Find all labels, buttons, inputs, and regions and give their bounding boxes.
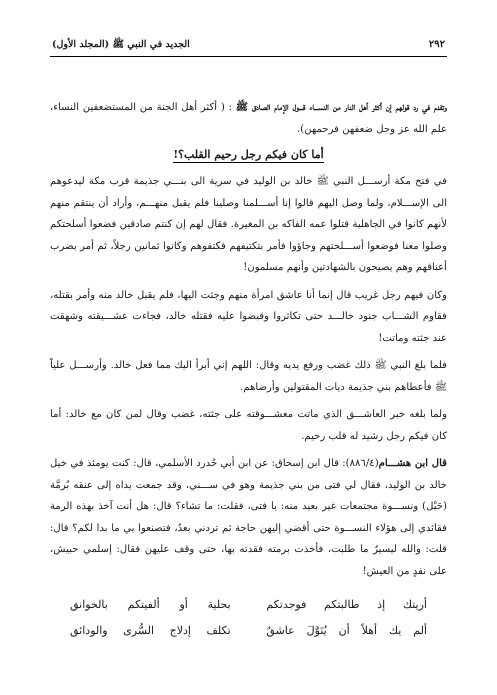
- citation-source: قال ابن هشـــام: [378, 458, 447, 469]
- section-title-text: أما كان فيكم رجل رحيم القلب؟!: [173, 148, 324, 161]
- poem-verse: [70, 592, 427, 618]
- citation-paragraph: [50, 453, 447, 582]
- poem-verse: [70, 618, 427, 644]
- running-title: الجديد في النبي ﷺ (المجلد الأول): [52, 39, 190, 50]
- page-number: ٢٩٢: [428, 39, 445, 50]
- citation-text: (٨٨٦/٤): قال ابن إسحاق: عن ابن أبي حُدرد الأسلمي، قال: كنت يومئذ في خيل خالد بن الوليد، فقال لي فتى من بني جذيمة وهو في ســـني، وقد جمعت يداه إلى عنقه بُرمَّة (حَبْل) ونســـوة مجتمعات غير بعيد منه: يا فتى، فقلت: ما تشاء؟ قال: هل أنت آخذ بهذه الرمة فقائدي إلى هؤلاء النســـوة حتى أقضي إليهن حاجة ثم تردني بعدُ، فتصنعوا بي ما بدا لكم؟ قال: قلت: والله ليسيرٌ ما طلبت، فأخذت برمته فقدته بها، حتى وقف عليهن فقال: إسلمي حبيش، على نفدٍ من العيش!: [50, 458, 447, 577]
- poem-first-hemistich: أريتك إذ طالبتكم فوجدتكم: [266, 598, 427, 611]
- poem: [50, 592, 447, 644]
- paragraph: فلما بلغ النبي ﷺ ذلك غضب ورفع يديه وقال: اللهم إني أبرأ اليك مما فعل خالد. وأرســـل علياً ﷺ فأعطاهم بني جذيمة ديات المقتولين وأرضاهم.: [50, 360, 447, 393]
- intro-paragraph: [50, 97, 447, 140]
- poem-second-hemistich: بحلية أو ألفيتكم بالخوانق: [70, 598, 231, 611]
- intro-bold: وتقدم في رد قولهم إن أكثر أهل النار من النســـاء قـــول الإمام الصادق ﷺ: [235, 102, 447, 113]
- poem-second-hemistich: تكلف إدلاج السُّرى والودائق: [70, 624, 231, 637]
- header-rule: [50, 56, 447, 57]
- paragraph: وكان فيهم رجل غريب قال إنما أنا عاشق امرأة منهم وجئت اليها، فلم يقبل خالد منه وأمر بقتله، فقاوم الشـــاب جنود خالـــد حتى تكاثروا وقبضوا عليه فقتله خالد، فجاءت عشـــيقته وشهقت عند جثته وماتت!: [50, 289, 447, 344]
- poem-first-hemistich: ألم يك أهلاً أن يُنَوَّلَ عاشقٌ: [266, 624, 427, 637]
- running-header: [50, 38, 447, 56]
- paragraph: في فتح مكة أرســـل النبي ﷺ خالد بن الوليد في سرية الى بنـــي جذيمة قرب مكة ليدعوهم الى الإســـلام، ولما وصل اليهم قالوا إنا أســـلمنا وصلينا فلم يقبل منهـــم، وأراد أن ينتقم منهم لأنهم كانوا في الجاهلية قتلوا عمه الفاكه بن المغيرة. فقال لهم إن كنتم صادقين فضعوا أسلحتكم وصلوا معنا فوضعوا أســـلحتهم وجاؤوا فأمر بتكتيفهم فكتفوهم وكانوا ثمانين رجلاً، ثم أمر بضرب أعناقهم وهم يصيحون بالشهادتين وأنهم مسلمون!: [50, 176, 447, 273]
- book-page: [50, 38, 447, 644]
- intro-text: : ( أكثر أهل الجنة من المستضعفين النساء، علم الله عز وجل ضعفهن فرحمهن).: [50, 102, 447, 135]
- paragraph: ولما بلغه خبر العاشـــق الذي ماتت معشـــوقته على جثته، غضب وقال لمن كان مع خالد: أما كان فيكم رجل رشيد له قلب رحيم.: [50, 409, 447, 442]
- section-title: [50, 148, 447, 161]
